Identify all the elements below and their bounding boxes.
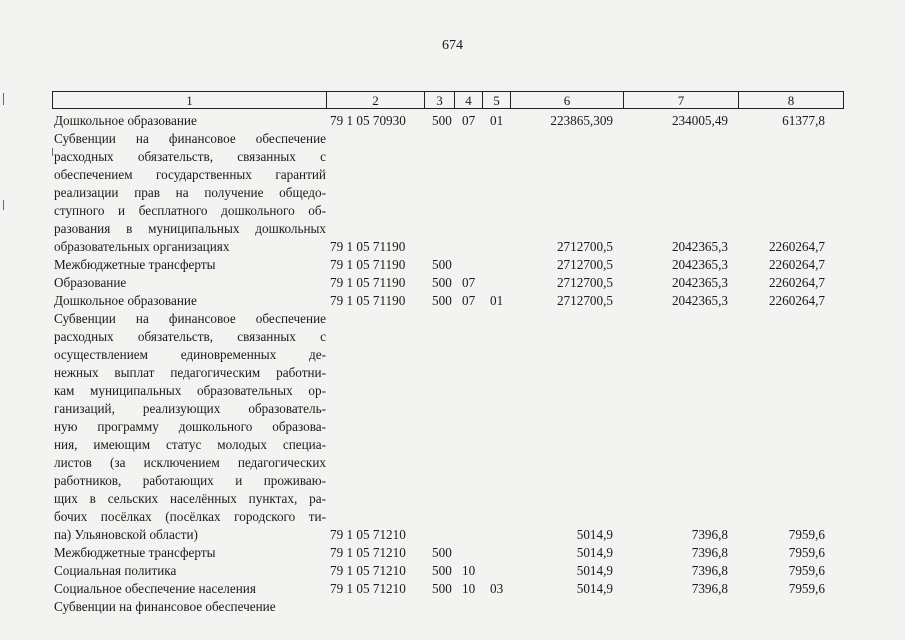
row-amount-8: 7959,6 (788, 581, 825, 596)
description-line: Дошкольное образование (54, 293, 197, 308)
row-description (54, 256, 326, 274)
header-col-6: 6 (511, 92, 624, 108)
row-amount-6: 2712700,5 (556, 293, 613, 308)
table-row (0, 274, 905, 292)
row-code: 79 1 05 71190 (330, 239, 406, 254)
description-line: Субвенции на финансовое обеспечение (54, 311, 326, 326)
row-code: 79 1 05 71210 (330, 527, 406, 542)
row-description (54, 580, 326, 598)
row-col-4: 07 (462, 113, 476, 128)
row-amount-6: 5014,9 (576, 581, 613, 596)
row-col-5: 01 (490, 113, 504, 128)
table-row (0, 256, 905, 274)
table-row (0, 562, 905, 580)
table-body (0, 112, 905, 616)
row-col-3: 500 (432, 113, 452, 128)
page-number: 674 (442, 38, 463, 53)
description-line: образовательных организациях (54, 239, 230, 254)
row-col-3: 500 (432, 581, 452, 596)
row-amount-7: 7396,8 (691, 545, 728, 560)
description-line: осуществлением единовременных де- (54, 347, 326, 362)
row-col-4: 07 (462, 275, 476, 290)
row-col-3: 500 (432, 545, 452, 560)
header-col-7: 7 (624, 92, 739, 108)
description-line: работников, работающих и проживаю- (54, 473, 326, 488)
scan-mark (52, 148, 53, 156)
row-code: 79 1 05 71190 (330, 293, 406, 308)
row-amount-6: 5014,9 (576, 527, 613, 542)
row-amount-7: 2042365,3 (671, 275, 728, 290)
row-col-4: 07 (462, 293, 476, 308)
row-code: 79 1 05 71190 (330, 257, 406, 272)
description-line: па) Ульяновской области) (54, 527, 198, 542)
row-amount-6: 2712700,5 (556, 239, 613, 254)
row-col-5: 01 (490, 293, 504, 308)
row-amount-8: 2260264,7 (768, 275, 825, 290)
row-col-3: 500 (432, 257, 452, 272)
description-line: ния, имеющим статус молодых специа- (54, 437, 326, 452)
row-amount-6: 5014,9 (576, 563, 613, 578)
row-code: 79 1 05 71210 (330, 581, 406, 596)
row-amount-7: 234005,49 (671, 113, 728, 128)
row-code: 79 1 05 71210 (330, 563, 406, 578)
description-line: щих в сельских населённых пунктах, ра- (54, 491, 326, 506)
description-line: бочих посёлках (посёлках городского ти- (54, 509, 326, 524)
row-amount-8: 2260264,7 (768, 239, 825, 254)
description-line: Субвенции на финансовое обеспечение (54, 599, 276, 614)
row-description (54, 292, 326, 310)
table-row (0, 310, 905, 544)
row-col-4: 10 (462, 581, 476, 596)
row-description (54, 544, 326, 562)
row-col-3: 500 (432, 563, 452, 578)
row-description (54, 112, 326, 130)
row-description (54, 310, 326, 544)
scan-mark (3, 93, 4, 105)
row-code: 79 1 05 71210 (330, 545, 406, 560)
description-line: Субвенции на финансовое обеспечение (54, 131, 326, 146)
header-col-3: 3 (425, 92, 455, 108)
header-col-2: 2 (327, 92, 425, 108)
row-amount-6: 2712700,5 (556, 275, 613, 290)
row-code: 79 1 05 70930 (330, 113, 406, 128)
header-col-1: 1 (53, 92, 327, 108)
scan-mark (3, 200, 4, 210)
description-line: Межбюджетные трансферты (54, 257, 216, 272)
table-row (0, 580, 905, 598)
description-line: Межбюджетные трансферты (54, 545, 216, 560)
row-amount-7: 2042365,3 (671, 257, 728, 272)
description-line: разования в муниципальных дошкольных (54, 221, 326, 236)
table-row (0, 292, 905, 310)
description-line: ступного и бесплатного дошкольного об- (54, 203, 326, 218)
header-col-8: 8 (787, 93, 795, 108)
row-col-3: 500 (432, 293, 452, 308)
description-line: Социальное обеспечение населения (54, 581, 256, 596)
row-col-5: 03 (490, 581, 504, 596)
row-code: 79 1 05 71190 (330, 275, 406, 290)
row-amount-7: 2042365,3 (671, 239, 728, 254)
row-description (54, 598, 326, 616)
row-amount-8: 7959,6 (788, 563, 825, 578)
row-col-4: 10 (462, 563, 476, 578)
description-line: кам муниципальных образовательных ор- (54, 383, 326, 398)
header-col-4: 4 (455, 92, 483, 108)
row-amount-7: 7396,8 (691, 581, 728, 596)
row-amount-7: 7396,8 (691, 563, 728, 578)
row-amount-8: 61377,8 (782, 113, 825, 128)
header-col-5: 5 (483, 92, 511, 108)
row-amount-6: 5014,9 (576, 545, 613, 560)
table-row (0, 112, 905, 130)
row-amount-8: 2260264,7 (768, 257, 825, 272)
row-amount-8: 7959,6 (788, 545, 825, 560)
row-description (54, 562, 326, 580)
description-line: Дошкольное образование (54, 113, 197, 128)
row-description (54, 130, 326, 256)
description-line: ную программу дошкольного образова- (54, 419, 326, 434)
description-line: листов (за исключением педагогических (54, 455, 326, 470)
row-amount-7: 2042365,3 (671, 293, 728, 308)
row-description (54, 274, 326, 292)
row-amount-8: 7959,6 (788, 527, 825, 542)
description-line: нежных выплат педагогическим работни- (54, 365, 326, 380)
table-row (0, 598, 905, 616)
table-header (52, 91, 844, 109)
row-amount-6: 223865,309 (550, 113, 613, 128)
row-amount-6: 2712700,5 (556, 257, 613, 272)
description-line: реализации прав на получение общедо- (54, 185, 326, 200)
row-amount-7: 7396,8 (691, 527, 728, 542)
table-row (0, 130, 905, 256)
description-line: ганизаций, реализующих образователь- (54, 401, 326, 416)
description-line: обеспечением государственных гарантий (54, 167, 326, 182)
description-line: расходных обязательств, связанных с (54, 329, 326, 344)
description-line: Социальная политика (54, 563, 177, 578)
description-line: Образование (54, 275, 127, 290)
row-col-3: 500 (432, 275, 452, 290)
row-amount-8: 2260264,7 (768, 293, 825, 308)
description-line: расходных обязательств, связанных с (54, 149, 326, 164)
table-row (0, 544, 905, 562)
